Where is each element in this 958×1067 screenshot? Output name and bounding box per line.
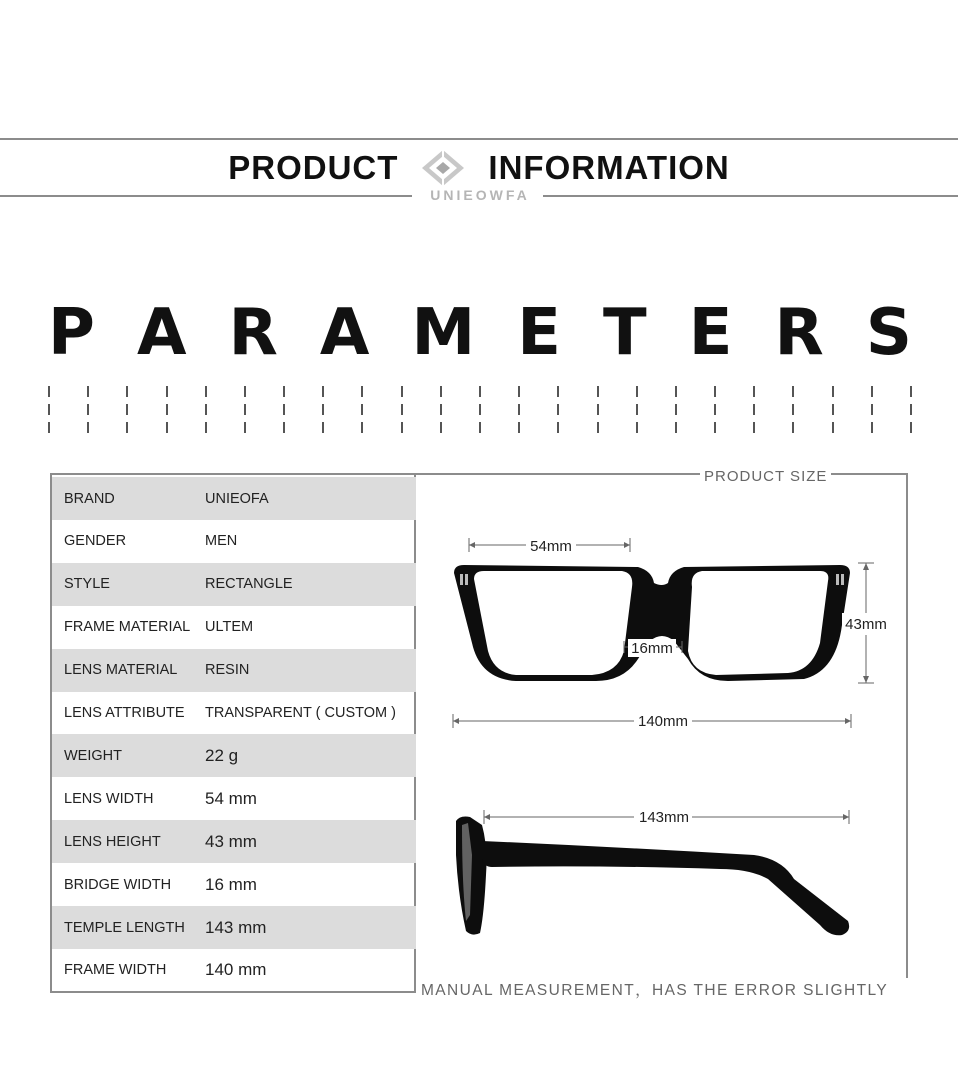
dash-column [361, 386, 363, 434]
dash-column [205, 386, 207, 434]
spec-row [52, 777, 416, 820]
parameters-letter: T [603, 296, 647, 370]
dash-column [597, 386, 599, 434]
parameters-title [48, 296, 912, 370]
header-bottom-rule-right [543, 195, 958, 197]
spec-value: 140 mm [205, 960, 267, 980]
spec-key: LENS MATERIAL [64, 662, 178, 679]
spec-row [52, 863, 416, 906]
decorative-dash-columns [48, 386, 912, 436]
spec-row [52, 649, 416, 692]
dash-column [440, 386, 442, 434]
spec-key: LENS ATTRIBUTE [64, 705, 185, 721]
lens-height-dim: 43mm [845, 616, 887, 633]
brand-watermark: UNIEOWFA [430, 187, 530, 203]
dash-column [636, 386, 638, 434]
dash-column [48, 386, 50, 434]
spec-row [52, 820, 416, 863]
dash-column [910, 386, 912, 434]
section-header [0, 148, 958, 188]
spec-key: FRAME MATERIAL [64, 619, 191, 636]
parameters-letter: P [48, 296, 95, 370]
spec-value: RESIN [205, 662, 250, 679]
dash-column [87, 386, 89, 434]
spec-key: BRIDGE WIDTH [64, 876, 172, 893]
parameters-letter: R [228, 296, 278, 370]
spec-key: LENS WIDTH [64, 790, 154, 807]
glasses-side-icon [456, 817, 849, 936]
frame-width-dim: 140mm [637, 713, 689, 730]
dash-column [283, 386, 285, 434]
header-word-right: INFORMATION [488, 149, 730, 186]
spec-key: BRAND [64, 490, 115, 507]
lens-width-dim: 54mm [530, 538, 572, 555]
dash-column [322, 386, 324, 434]
dash-column [244, 386, 246, 434]
parameters-letter: A [319, 296, 370, 370]
dash-column [166, 386, 168, 434]
spec-value: MEN [205, 533, 238, 550]
glasses-front-icon [454, 565, 850, 681]
measurement-note: MANUAL MEASUREMENT，HAS THE ERROR SLIGHTLY [421, 982, 889, 999]
spec-row [52, 949, 416, 992]
dash-column [714, 386, 716, 434]
spec-row [52, 606, 416, 649]
dash-column [479, 386, 481, 434]
dash-column [401, 386, 403, 434]
spec-key: FRAME WIDTH [64, 962, 167, 979]
spec-key: STYLE [64, 576, 110, 593]
spec-value: RECTANGLE [205, 576, 293, 593]
header-top-rule [0, 138, 958, 140]
spec-key: TEMPLE LENGTH [64, 919, 185, 936]
diamond-logo-icon [416, 148, 470, 188]
spec-value: 54 mm [205, 788, 257, 808]
parameters-letter: S [865, 296, 912, 370]
spec-key: GENDER [64, 533, 127, 550]
spec-row [52, 520, 416, 563]
dash-column [871, 386, 873, 434]
spec-table [50, 473, 416, 993]
dash-column [675, 386, 677, 434]
spec-value: 43 mm [205, 831, 257, 851]
bridge-width-dim: 16mm [631, 640, 673, 657]
parameters-letter: A [136, 296, 187, 370]
dash-column [753, 386, 755, 434]
spec-row [52, 563, 416, 606]
size-diagram [416, 475, 908, 978]
spec-key: LENS HEIGHT [64, 833, 161, 850]
spec-row [52, 692, 416, 735]
parameters-letter: R [774, 296, 824, 370]
spec-key: WEIGHT [64, 747, 122, 764]
dash-column [126, 386, 128, 434]
temple-length-dim: 143mm [638, 809, 690, 826]
header-bottom-rule-left [0, 195, 412, 197]
spec-value: TRANSPARENT ( CUSTOM ) [205, 705, 396, 721]
dash-column [518, 386, 520, 434]
parameters-letter: E [688, 296, 733, 370]
dash-column [792, 386, 794, 434]
spec-value: ULTEM [205, 619, 254, 636]
dash-column [557, 386, 559, 434]
dash-column [832, 386, 834, 434]
parameters-letter: E [517, 296, 561, 370]
spec-row [52, 734, 416, 777]
parameters-letter: M [411, 296, 476, 370]
spec-value: 22 g [205, 745, 239, 765]
spec-value: 143 mm [205, 917, 267, 937]
header-word-left: PRODUCT [228, 149, 399, 186]
spec-row [52, 906, 416, 949]
spec-value: 16 mm [205, 874, 257, 894]
spec-value: UNIEOFA [205, 490, 269, 507]
spec-row [52, 477, 416, 520]
product-size-label: PRODUCT SIZE [700, 468, 831, 485]
